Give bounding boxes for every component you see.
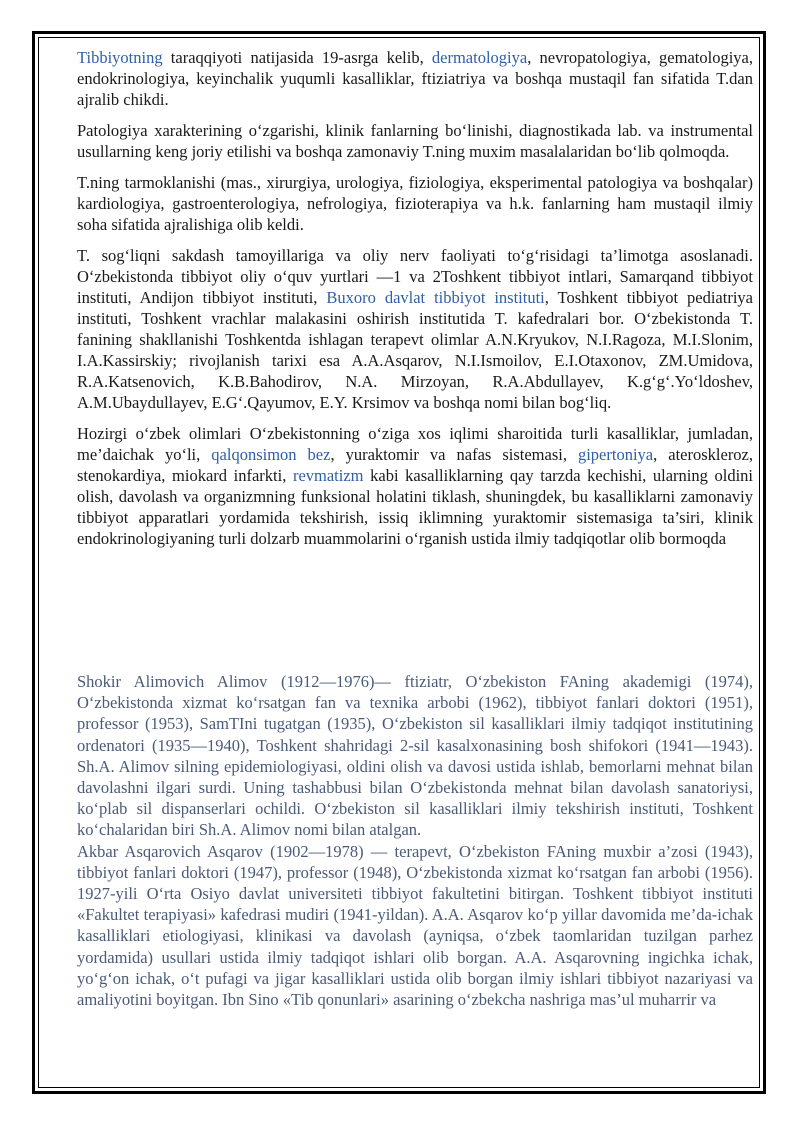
paragraph-4-text-b: , Toshkent tibbiyot pediatriya instituti, Toshkent vrachlar malakasini oshirish institutida T. kafedralari bor. O‘zbekistonda T. fanining shakllanishi Toshkentda ishlagan terapevt olimlar A.N.Kryukov, N.I.Ragoza, M.I.Slonim, I.A.Kassirskiy; rivojlanish tarixi esa A.A.Asqarov, N.I.Ismoilov, E.I.Otaxonov, ZM.Umidova, R.A.Katsenovich, K.B.Bahodirov, N.A. Mirzoyan, R.A.Abdullayev, K.g‘g‘.Yo‘ldoshev, A.M.Ubaydullayev, E.G‘.Qayumov, E.Y. Krsimov va boshqa nomi bilan bog‘liq.: [77, 288, 753, 412]
biographies: [77, 671, 753, 1010]
paragraph-4-text-a: T. sog‘liqni sakdash tamoyillariga va oliy nerv faoliyati to‘g‘risidagi ta’limotga asoslanadi. O‘zbekistonda tibbiyot oliy o‘quv yurtlari —1 va 2Toshkent tibbiyot intlari, Samarqand tibbiyot instituti, Andijon tibbiyot instituti,: [77, 246, 753, 307]
link-qalqonsimon-bez[interactable]: qalqonsimon bez: [211, 445, 331, 464]
main-text: [77, 47, 753, 559]
link-revmatizm[interactable]: revmatizm: [292, 466, 364, 485]
bio-asqarov: Akbar Asqarovich Asqarov (1902—1978) — terapevt, O‘zbekiston FAning muxbir a’zosi (1943), tibbiyot fanlari doktori (1947), professor (1948), O‘zbekistonda xizmat ko‘rsatgan fan arbobi (1956). 1927-yili O‘rta Osiyo davlat universiteti tibbiyot fakultetini bitirgan. Toshkent tibbiyot instituti «Fakultet terapiyasi» kafedrasi mudiri (1941-yildan). A.A. Asqarov ko‘p yillar davomida me’da-ichak kasalliklari etiologiyasi, klinikasi va davolash (ayniqsa, o‘zbek taomlaridan tuzilgan parhez yordamida) usullari ustida ilmiy tadqiqot ishlari olib borgan. A.A. Asqarovning ingichka ichak, yo‘g‘on ichak, o‘t pufagi va jigar kasalliklari ustida olib borgan ilmiy ishlari tibbiyot nazariyasi va amaliyotini boyitgan. Ibn Sino «Tib qonunlari» asarining o‘zbekcha nashriga mas’ul muharrir va: [77, 841, 753, 1010]
paragraph-1-text-a: taraqqiyoti natijasida 19-asrga kelib,: [162, 48, 432, 67]
paragraph-1-text-b: , nevropatologiya, gematologiya, endokrinologiya, keyinchalik yuqumli kasalliklar, ftiziatriya va boshqa mustaqil fan sifatida T.dan ajralib chikdi.: [77, 48, 753, 109]
paragraph-5-text-c: , ateroskleroz, stenokardiya, miokard infarkti,: [77, 445, 754, 485]
link-tibbiyotning[interactable]: Tibbiyotning: [77, 48, 163, 67]
paragraph-5: [77, 423, 753, 549]
link-dermatologiya[interactable]: dermatologiya: [431, 48, 528, 67]
bio-alimov: Shokir Alimovich Alimov (1912—1976)— ftiziatr, O‘zbekiston FAning akademigi (1974), O‘zbekistonda xizmat ko‘rsatgan fan va texnika arbobi (1962), tibbiyot fanlari doktori (1951), professor (1953), SamTInі tugatgan (1935), O‘zbekiston sil kasalliklari ilmiy tadqiqot institutining ordenatori (1935—1940), Toshkent shahridagi 2-sil kasalxonasining bosh shifokori (1941—1943). Sh.A. Alimov silning epidemiologiyasi, oldini olish va davosi ustida ishlab, bemorlarni mehnat bilan davolashni ilgari surdi. Uning tashabbusi bilan O‘zbekistonda mehnat bilan davolash sanatoriysi, ko‘plab sil dispanserlari ochildi. O‘zbekiston sil kasalliklari ilmiy tekshirish instituti, Toshkent ko‘chalaridan biri Sh.A. Alimov nomi bilan atalgan.: [77, 672, 753, 840]
paragraph-5-text-a: Hozirgi o‘zbek olimlari O‘zbekistonning o‘ziga xos iqlimi sharoitida turli kasalliklar, jumladan, me’daichak yo‘li,: [77, 424, 753, 464]
paragraph-5-text-b: , yuraktomir va nafas sistemasi,: [330, 445, 578, 464]
link-gipertoniya[interactable]: gipertoniya: [577, 445, 654, 464]
paragraph-5-text-d: kabi kasalliklarning qay tarzda kechishi, ularning oldini olish, davolash va organizmning funksional holatini tiklash, shuningdek, bu kasalliklarni zamonaviy tibbiyot apparatlari yordamida tekshirish, issiq iklimning yuraktomir sistemasiga ta’siri, klinik endokrinologiyaning turli dolzarb muammolarini o‘rganish ustida ilmiy tadqiqotlar olib bormoqda: [77, 466, 753, 548]
link-buxoro-institute[interactable]: Buxoro davlat tibbiyot instituti: [326, 288, 545, 307]
paragraph-1: [77, 47, 753, 110]
paragraph-2: Patologiya xarakterining o‘zgarishi, klinik fanlarning bo‘linishi, diagnostikada lab. va instrumental usullarning keng joriy etilishi va boshqa zamonaviy T.ning muxim masalalaridan bo‘lib qolmoqda.: [77, 121, 753, 161]
paragraph-3: T.ning tarmoklanishi (mas., xirurgiya, urologiya, fiziologiya, eksperimental patologiya va boshqalar) kardiologiya, gastroenterologiya, nefrologiya, fizioterapiya va h.k. fanlarning ham mustaqil ilmiy soha sifatida ajralishiga olib keldi.: [77, 173, 753, 234]
paragraph-4: [77, 245, 753, 413]
